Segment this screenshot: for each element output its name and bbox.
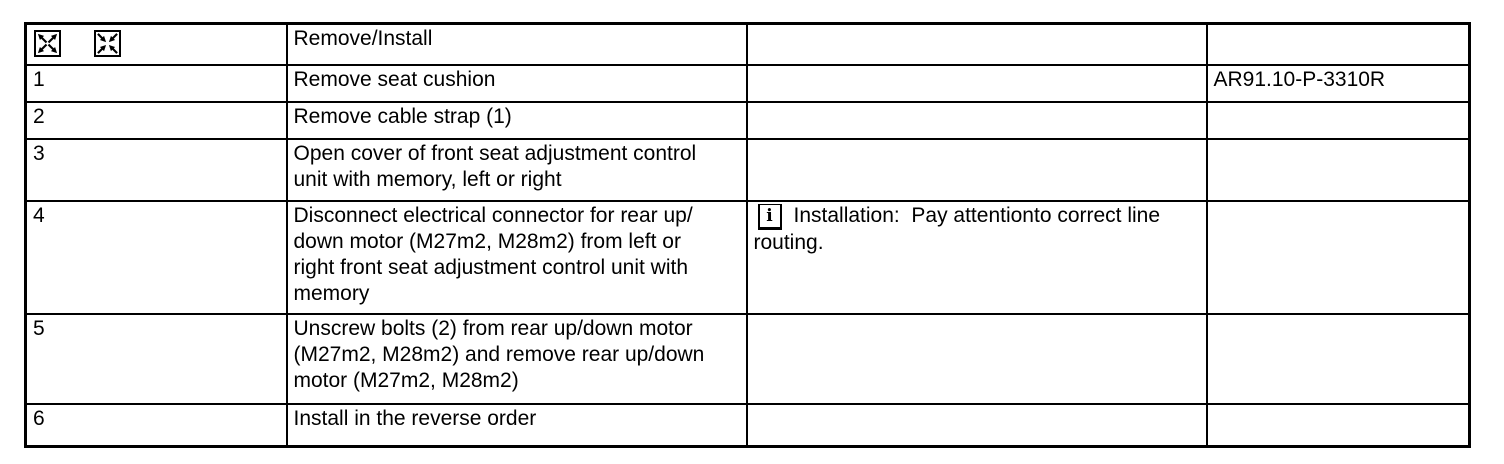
step-ref-cell bbox=[1207, 314, 1470, 404]
table-row bbox=[26, 65, 1470, 102]
procedure-table bbox=[24, 22, 1471, 448]
step-note bbox=[754, 203, 1204, 256]
step-number: 5 bbox=[26, 314, 287, 404]
collapse-all-icon[interactable] bbox=[94, 30, 121, 57]
step-task: Open cover of front seat adjustment control unit with memory, left or right bbox=[293, 142, 697, 191]
step-number: 3 bbox=[26, 139, 287, 201]
step-note-cell bbox=[747, 139, 1207, 201]
step-ref-cell bbox=[1207, 102, 1470, 139]
step-ref-cell bbox=[1207, 139, 1470, 201]
table-header-row bbox=[26, 24, 1470, 66]
step-ref-cell bbox=[1207, 404, 1470, 446]
step-task: Disconnect electrical connector for rear up/​down motor (M27m2, M28m2) from left or right front seat adjustment control unit with memory bbox=[293, 204, 693, 305]
step-task-cell bbox=[287, 139, 747, 201]
document-link[interactable]: AR91.10-P-3310R bbox=[1207, 65, 1470, 102]
step-note-cell bbox=[747, 65, 1207, 102]
header-ref-cell bbox=[1207, 24, 1470, 66]
table-row bbox=[26, 139, 1470, 201]
table-row bbox=[26, 201, 1470, 314]
header-title-cell bbox=[287, 24, 747, 66]
step-note-cell bbox=[747, 201, 1207, 314]
header-note-cell bbox=[747, 24, 1207, 66]
step-note-cell bbox=[747, 314, 1207, 404]
step-task: Remove cable strap (1) bbox=[293, 105, 512, 128]
table-row bbox=[26, 102, 1470, 139]
step-note-cell bbox=[747, 102, 1207, 139]
step-number: 2 bbox=[26, 102, 287, 139]
step-task-cell bbox=[287, 201, 747, 314]
step-task-cell bbox=[287, 65, 747, 102]
expand-all-icon[interactable] bbox=[34, 30, 61, 57]
step-note-cell bbox=[747, 404, 1207, 446]
info-icon: i bbox=[758, 204, 782, 230]
step-task: Unscrew bolts (2) from rear up/down motor (M27m2, M28m2) and remove rear up/down motor (M27m2, M28m2) bbox=[293, 317, 705, 392]
step-note-text: Installation: Pay attentionto correct line routing. bbox=[753, 204, 1166, 254]
step-task: Install in the reverse order bbox=[293, 407, 537, 430]
step-task: Remove seat cushion bbox=[293, 68, 496, 91]
step-number: 1 bbox=[26, 65, 287, 102]
header-icons-cell bbox=[26, 24, 287, 66]
step-task-cell bbox=[287, 314, 747, 404]
table-row bbox=[26, 404, 1470, 446]
table-row bbox=[26, 314, 1470, 404]
step-ref-cell bbox=[1207, 201, 1470, 314]
step-task-cell bbox=[287, 404, 747, 446]
step-number: 4 bbox=[26, 201, 287, 314]
table-title: Remove/Install bbox=[293, 27, 433, 50]
step-task-cell bbox=[287, 102, 747, 139]
step-number: 6 bbox=[26, 404, 287, 446]
procedure-table-wrap bbox=[24, 22, 1504, 448]
